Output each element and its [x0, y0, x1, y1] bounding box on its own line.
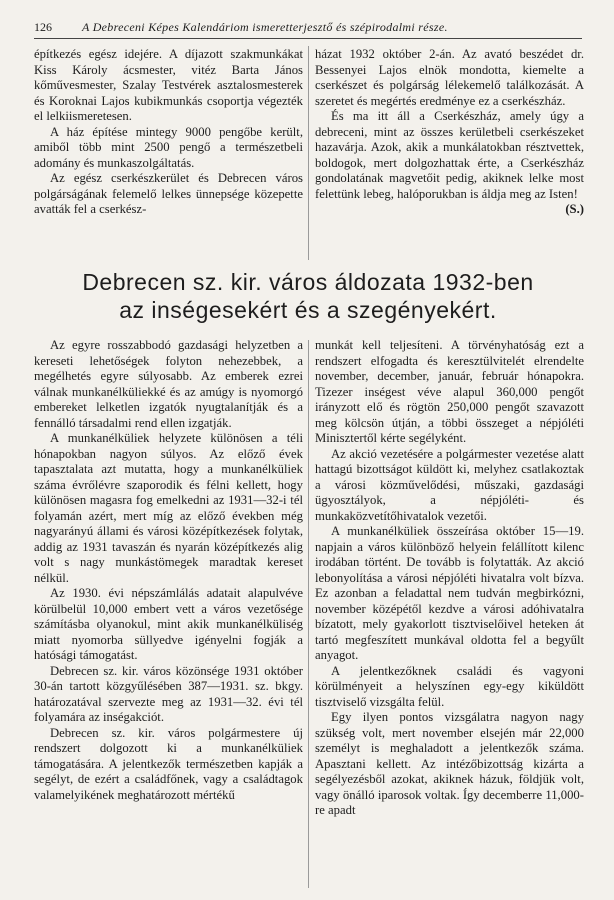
- running-title: A Debreceni Képes Kalendáriom ismeretterjesztő és szépirodalmi része.: [82, 20, 448, 34]
- article-title-line: Debrecen sz. kir. város áldozata 1932-ben: [82, 269, 534, 295]
- paragraph: munkát kell teljesíteni. A törvényhatóság ezt a rendszert elfogadta és keresztülvitelét elrendelte november, december, január, február hónapokra. Tizezer inségest véve alapul 360,000 pengőt irányzott elő és rögtön 250,000 pengőt szavazott meg kölcsön útján, a többi összeget a népjóléti Minisztertől kérte segélyként.: [315, 338, 584, 445]
- main-article-right-column: [315, 338, 584, 819]
- paragraph: Az 1930. évi népszámlálás adatait alapulvéve körülbelül 10,000 embert vett a város vezetősége számításba olyanokul, mint akik munkanélküliség miatt nyomorba süllyedve igényelni fogják a hatósági támogatást.: [34, 586, 303, 662]
- paragraph: Debrecen sz. kir. város közönsége 1931 október 30-án tartott közgyűlésében 387—1931. sz. bkgy. határozatával szervezte meg az 1931—32. évi tél folyamára az inségakciót.: [34, 663, 303, 724]
- paragraph-text: És ma itt áll a Cserkészház, amely úgy a debreceni, mint az összes kerületbeli cserkészeket hazavárja. Azok, akik a munkálatokban résztvettek, boldogok, mert dolgozhattak érte, a Cserkészház gondolatának magvetőit pedig, akiknek lelke most felettünk lebeg, halóporukban is áldja meg az Isten!: [315, 109, 584, 201]
- paragraph: Debrecen sz. kir. város polgármestere új rendszert dolgozott ki a munkanélküliek támogatására. A jelentkezők természetben kapják a segélyt, de ezért a családfőnek, vagy a családtagok valamelyikének meghatározott mértékű: [34, 725, 303, 802]
- author-signature: (S.): [565, 202, 584, 216]
- article-title: [34, 268, 582, 324]
- top-article-left-column: [34, 47, 303, 218]
- paragraph: házat 1932 október 2-án. Az avató beszédet dr. Bessenyei Lajos elnök mondotta, kiemelte a cserkészet és polgárság lélekemelő találkozását. A szeretet és megértés eredménye ez a cserkészház.: [315, 47, 584, 108]
- paragraph: Az egyre rosszabbodó gazdasági helyzetben a kereseti lehetőségek folyton nehezebbek, a megélhetés egyre súlyosabb. Az emberek ezrei válnak munkanélküliekké és az amúgy is nyomorgó embereket lelketlen izgatók nyugtalanítják és a fennálló társadalmi rend ellen izgatják.: [34, 338, 303, 430]
- page-number: 126: [34, 20, 52, 34]
- paragraph: A jelentkezőknek családi és vagyoni körülményeit a helyszínen egy-egy kiküldött tisztviselő vizsgálta felül.: [315, 663, 584, 709]
- paragraph: építkezés egész idejére. A díjazott szakmunkákat Kiss Károly ácsmester, vitéz Barta János kőművesmester, Szalay Testvérek asztalosmesterek és Koroknai Lajos kubikmunkás csoportja végezték el lelkiismeretesen.: [34, 47, 303, 123]
- paragraph: Egy ilyen pontos vizsgálatra nagyon nagy szükség volt, mert november elsején már 22,000 személyt is meghaladott a jelentkezők száma. Apasztani kellett. Az intézőbizottság kizárta a segélyezésből azokat, akiknek házuk, földjük volt, vagy önálló iparosok voltak. Így decemberre 11,000-re apadt: [315, 710, 584, 817]
- paragraph: [315, 109, 584, 216]
- column-divider: [308, 46, 309, 260]
- article-title-line: az inségesekért és a szegényekért.: [119, 297, 497, 323]
- column-divider: [308, 340, 309, 888]
- paragraph: A munkanélküliek helyzete különösen a téli hónapokban nagyon súlyos. Az előző évek tapasztalata azt mutatta, hogy a munkanélküliek száma évrőlévre szaporodik és félni kellett, hogy különösen magasra fog emelkedni az 1931—32-i tél folyamán azért, mert míg az előző években még nagyarányú állami és városi középítkezések folytak, addig az 1931 tavaszán és nyarán középítkezés alig volt s nagy munkástömegek maradtak kereset nélkül.: [34, 431, 303, 585]
- paragraph: Az akció vezetésére a polgármester vezetése alatt hattagú bizottságot küldött ki, melyhez csatlakoztak a városi közművelődési, műszaki, gazdasági ügyosztályok, a népjóléti- és munkaközvetítőhivatalok vezetői.: [315, 446, 584, 523]
- main-article-left-column: [34, 338, 303, 803]
- paragraph: A ház építése mintegy 9000 pengőbe került, amiből több mint 2500 pengő a természetbeli adomány és munkaszolgáltatás.: [34, 124, 303, 170]
- running-header: [34, 18, 582, 39]
- paragraph: Az egész cserkészkerület és Debrecen város polgárságának felemelő lelkes ünnepsége közepette avatták fel a cserkész-: [34, 171, 303, 216]
- paragraph: A munkanélküliek összeírása október 15—19. napjain a város különböző helyein felállított kilenc irodában történt. De tovább is folytatták. Az akció lebonyolítása a városi népjóléti hivatalra volt bízva. Ez azonban a feladattal nem tudván megbirkózni, november középétől kezdve a városi adóhivatalra bízatott, mely gyakorlott tisztviselőivel heteken át tartó megfeszített munkával oldotta fel a begyűlt anyagot.: [315, 524, 584, 662]
- top-article-right-column: [315, 47, 584, 218]
